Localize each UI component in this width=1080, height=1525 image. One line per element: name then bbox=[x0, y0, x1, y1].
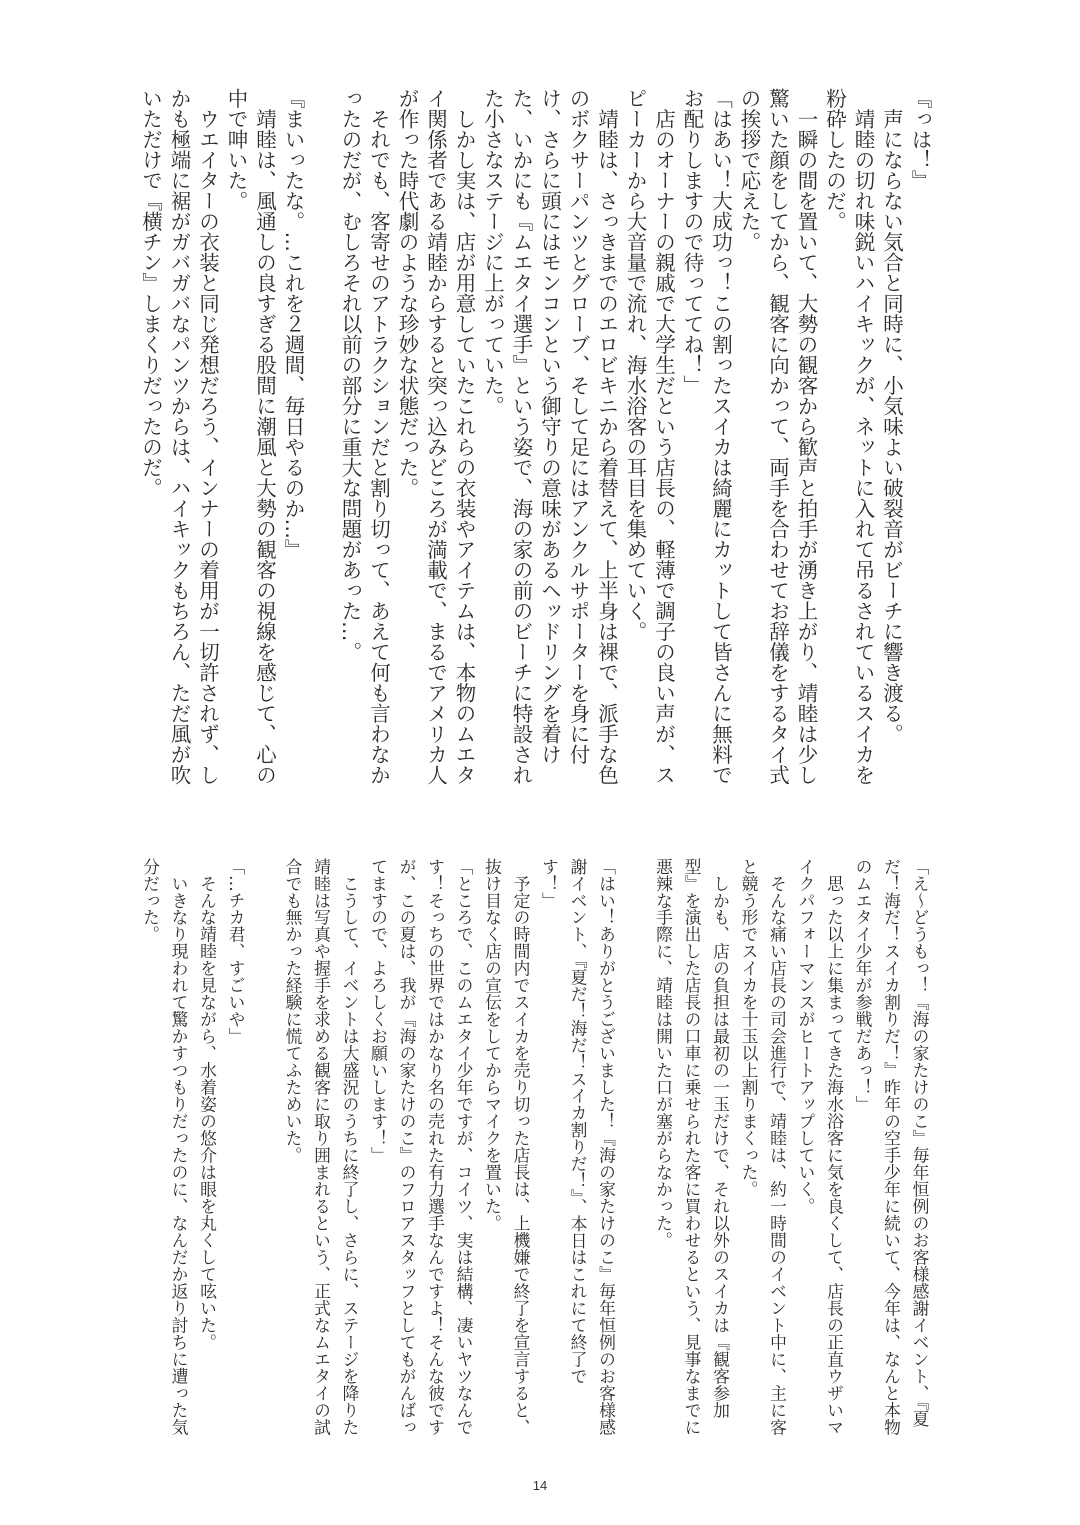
text-line: 「はい！ありがとうございました！『海の家たけのこ』毎年恒例のお客様感 bbox=[596, 858, 617, 1436]
text-line: す！」 bbox=[539, 858, 560, 909]
text-line: ウエイターの衣装と同じ発想だろう、インナーの着用が一切許されず、し bbox=[195, 88, 220, 785]
text-line: が作った時代劇のような珍妙な状態だった。 bbox=[395, 88, 419, 498]
text-line: 靖睦は、さっきまでのエロビキニから着替えて、上半身は裸で、派手な色 bbox=[594, 88, 619, 785]
blank-line bbox=[307, 88, 336, 818]
text-line: 型』を演出した店長の口車に乗せられた客に買わせるという、見事なまでに bbox=[682, 858, 702, 1436]
text-line: そんな痛い店長の司会進行で、靖睦は、約一時間のイベント中に、主に客 bbox=[767, 858, 788, 1436]
text-line: イクパフォーマンスがヒートアップしていく。 bbox=[796, 858, 816, 1215]
text-line: かも極端に裾がガバガバなパンツからは、ハイキックもちろん、ただ風が吹 bbox=[167, 88, 191, 785]
text-line: いただけで『横チン』しまくりだったのだ。 bbox=[138, 88, 163, 498]
text-line: 「え〜どうもっ！『海の家たけのこ』毎年恒例のお客様感謝イベント、『夏 bbox=[910, 858, 930, 1428]
text-line: ったのだが、むしろそれ以前の部分に重大な問題があった…。 bbox=[338, 88, 362, 662]
text-line: そんな靖睦を見ながら、水着姿の悠介は眼を丸くして呟いた。 bbox=[197, 858, 218, 1351]
text-line: 靖睦の切れ味鋭いハイキックが、ネットに入れて吊るされているスイカを bbox=[851, 88, 875, 785]
blank-line bbox=[250, 858, 279, 1448]
text-line: 声にならない気合と同時に、小気味よい破裂音がビーチに響き渡る。 bbox=[879, 88, 904, 744]
text-line: 合でも無かった経験に慌てふためいた。 bbox=[283, 858, 303, 1164]
text-line: た、いかにも『ムエタイ選手』という姿で、海の家の前のビーチに特設され bbox=[509, 88, 533, 785]
text-line: 「…チカ君、すごいや」 bbox=[226, 858, 246, 1045]
text-line: 靖睦は、風通しの良すぎる股間に潮風と大勢の観客の視線を感じて、心の bbox=[252, 88, 277, 785]
text-line: 分だった。 bbox=[140, 858, 161, 943]
text-line: 予定の時間内でスイカを売り切った店長は、上機嫌で終了を宣言すると、 bbox=[511, 858, 531, 1436]
text-line: と競う形でスイカを十玉以上割りまくった。 bbox=[739, 858, 759, 1198]
top-text-block bbox=[136, 88, 934, 818]
page-number: 14 bbox=[532, 1478, 548, 1493]
text-line: の挨拶で応えた。 bbox=[737, 88, 761, 252]
text-line: 悪辣な手際に、靖睦は開いた口が塞がらなかった。 bbox=[653, 858, 674, 1249]
text-line: 粉砕したのだ。 bbox=[822, 88, 847, 232]
text-line: 中で呻いた。 bbox=[224, 88, 248, 211]
text-line: それでも、客寄せのアトラクションだと割り切って、あえて何も言わなか bbox=[366, 88, 391, 785]
text-line: す！そっちの世界ではかなり名の売れた有力選手なんですよ！そんな彼です bbox=[425, 858, 446, 1436]
text-line: 「はあい！大成功っ！この割ったスイカは綺麗にカットして皆さんに無料で bbox=[708, 88, 733, 785]
text-line: 「ところで、このムエタイ少年ですが、コイツ、実は結構、凄いヤツなんで bbox=[454, 858, 474, 1436]
text-line: 『まいったな。…これを２週間、毎日やるのか…』 bbox=[281, 88, 305, 560]
text-line: が、この夏は、我が『海の家たけのこ』のフロアスタッフとしてもがんばっ bbox=[397, 858, 417, 1436]
text-line: ピーカーから大音量で流れ、海水浴客の耳目を集めていく。 bbox=[623, 88, 647, 642]
text-line: イ関係者である靖睦からすると突っ込みどころが満載で、まるでアメリカ人 bbox=[423, 88, 448, 785]
text-line: け、さらに頭にはモンコンという御守りの意味があるヘッドリングを着け bbox=[537, 88, 562, 765]
text-line: 靖睦は写真や握手を求める観客に取り囲まれるという、正式なムエタイの試 bbox=[311, 858, 332, 1436]
text-line: 抜け目なく店の宣伝をしてからマイクを置いた。 bbox=[482, 858, 503, 1232]
text-line: お配りしますので待っててね！」 bbox=[680, 88, 704, 396]
bottom-text-block bbox=[136, 858, 934, 1448]
text-line: しかし実は、店が用意していたこれらの衣装やアイテムは、本物のムエタ bbox=[452, 88, 476, 785]
text-line: た小さなステージに上がっていた。 bbox=[480, 88, 505, 416]
text-line: こうして、イベントは大盛況のうちに終了し、さらに、ステージを降りた bbox=[340, 858, 360, 1436]
text-line: しかも、店の負担は最初の一玉だけで、それ以外のスイカは『観客参加 bbox=[710, 858, 731, 1419]
text-line: だ！海だ！スイカ割りだ！』昨年の空手少年に続いて、今年は、なんと本物 bbox=[881, 858, 902, 1436]
text-line: 驚いた顔をしてから、観客に向かって、両手を合わせてお辞儀をするタイ式 bbox=[765, 88, 790, 785]
text-line: 『っは！』 bbox=[908, 88, 932, 191]
blank-line bbox=[621, 858, 650, 1448]
text-line: のボクサーパンツとグローブ、そして足にはアンクルサポーターを身に付 bbox=[566, 88, 590, 765]
text-line: 店のオーナーの親戚で大学生だという店長の、軽薄で調子の良い声が、ス bbox=[651, 88, 676, 785]
text-line: 一瞬の間を置いて、大勢の観客から歓声と拍手が湧き上がり、靖睦は少し bbox=[794, 88, 818, 785]
text-line: 思った以上に集まってきた海水浴客に気を良くして、店長の正直ウザいマ bbox=[824, 858, 845, 1436]
text-line: 謝イベント、『夏だ！海だ！スイカ割りだ！』、本日はこれにて終了で bbox=[568, 858, 588, 1385]
text-line: てますので、よろしくお願いします！」 bbox=[368, 858, 389, 1164]
text-line: いきなり現われて驚かすつもりだったのに、なんだか返り討ちに遭った気 bbox=[169, 858, 189, 1436]
text-line: のムエタイ少年が参戦だあっ！」 bbox=[853, 858, 873, 1113]
